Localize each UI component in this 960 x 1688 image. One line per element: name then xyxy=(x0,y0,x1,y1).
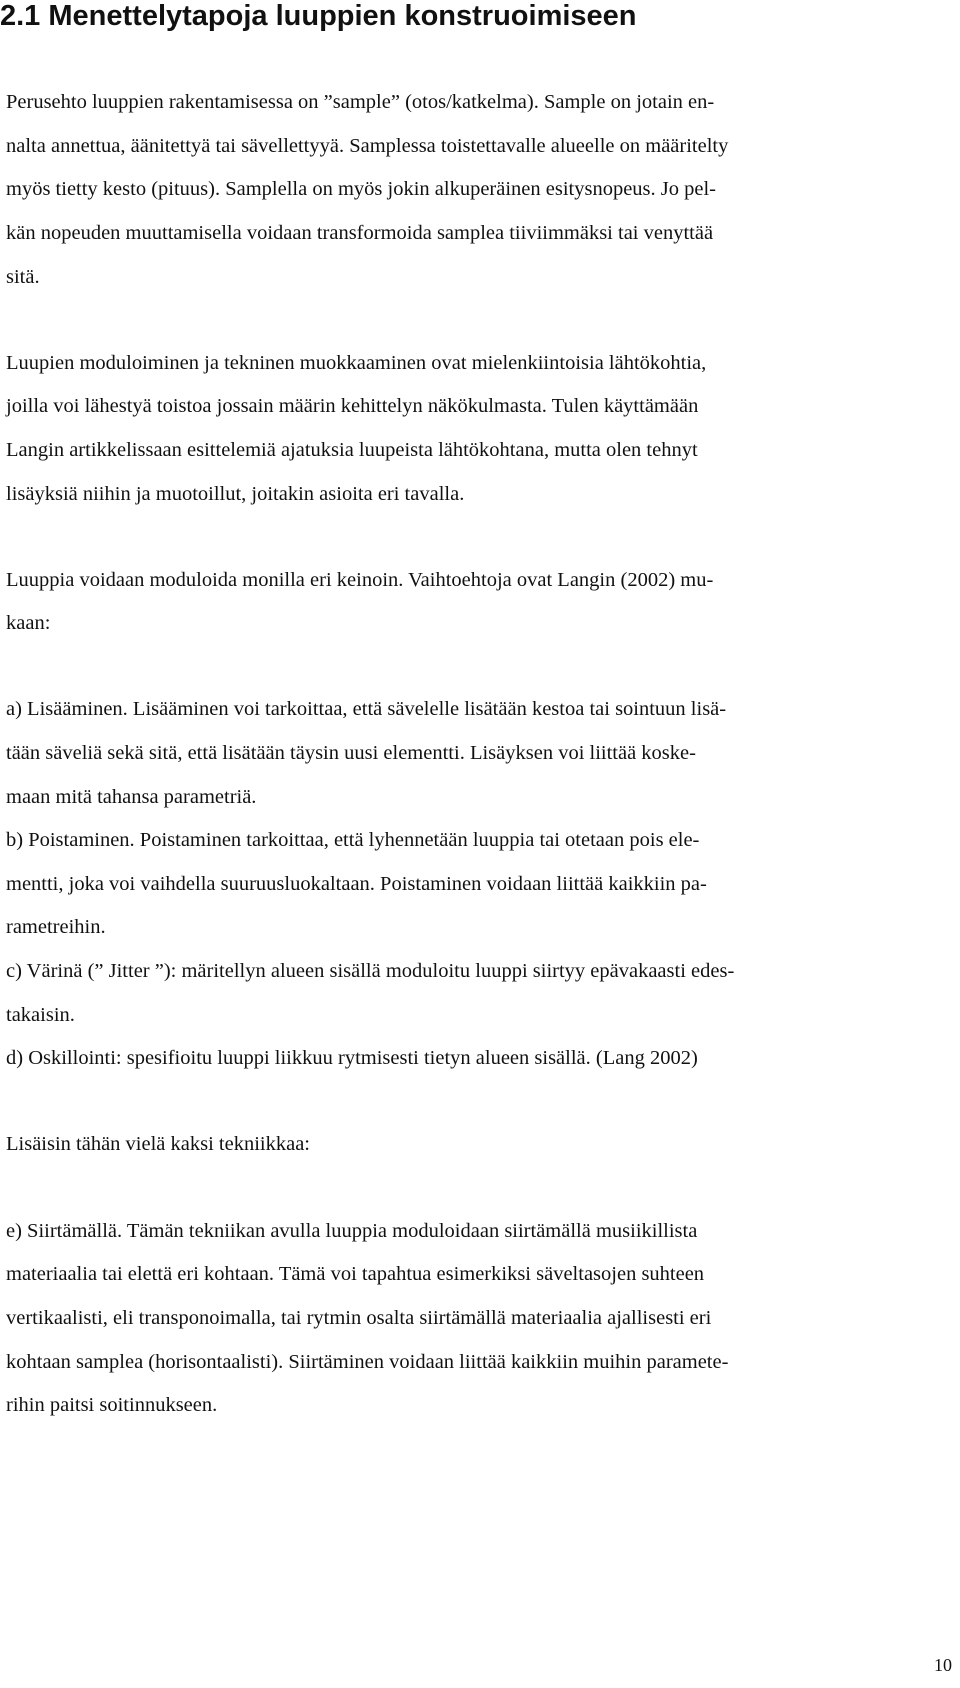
item-e-line: e) Siirtämällä. Tämän tekniikan avulla luuppia moduloidaan siirtämällä musiikillista xyxy=(6,1220,698,1242)
item-a-line: a) Lisääminen. Lisääminen voi tarkoittaa, että sävelelle lisätään kestoa tai sointuun lisä- xyxy=(6,698,727,720)
item-e-line: rihin paitsi soitinnukseen. xyxy=(6,1394,218,1416)
paragraph-modulation-line: Langin artikkelissaan esittelemiä ajatuksia luupeista lähtökohtana, mutta olen tehnyt xyxy=(6,439,698,461)
item-d-line: d) Oskillointi: spesifioitu luuppi liikkuu rytmisesti tietyn alueen sisällä. (Lang 2002) xyxy=(6,1047,698,1069)
item-a-line: tään säveliä sekä sitä, että lisätään täysin uusi elementti. Lisäyksen voi liittää koske- xyxy=(6,742,696,764)
item-c-line: c) Värinä (” Jitter ”): märitellyn alueen sisällä moduloitu luuppi siirtyy epävakaasti edes- xyxy=(6,960,735,982)
item-e-line: vertikaalisti, eli transponoimalla, tai rytmin osalta siirtämällä materiaalia ajallisesti eri xyxy=(6,1307,712,1329)
paragraph-ways-line: Luuppia voidaan moduloida monilla eri keinoin. Vaihtoehtoja ovat Langin (2002) mu- xyxy=(6,569,714,591)
item-b-line: b) Poistaminen. Poistaminen tarkoittaa, että lyhennetään luuppia tai otetaan pois ele- xyxy=(6,829,700,851)
item-e-line: kohtaan samplea (horisontaalisti). Siirtäminen voidaan liittää kaikkiin muihin paramete- xyxy=(6,1351,729,1373)
paragraph-sample-line: myös tietty kesto (pituus). Samplella on myös jokin alkuperäinen esitysnopeus. Jo pel- xyxy=(6,178,717,200)
paragraph-modulation-line: joilla voi lähestyä toistoa jossain määrin kehittelyn näkökulmasta. Tulen käyttämään xyxy=(6,395,699,417)
page-number: 10 xyxy=(934,1655,952,1675)
paragraph-sample-line: kän nopeuden muuttamisella voidaan transformoida samplea tiiviimmäksi tai venyttää xyxy=(6,222,714,244)
item-c-line: takaisin. xyxy=(6,1004,75,1026)
paragraph-sample-line: Perusehto luuppien rakentamisessa on ”sample” (otos/katkelma). Sample on jotain en- xyxy=(6,91,715,113)
paragraph-sample-line: sitä. xyxy=(6,266,40,288)
section-heading: 2.1 Menettelytapoja luuppien konstruoimiseen xyxy=(0,0,637,32)
item-b-line: rametreihin. xyxy=(6,916,106,938)
paragraph-additions-line: Lisäisin tähän vielä kaksi tekniikkaa: xyxy=(6,1133,310,1155)
paragraph-ways-line: kaan: xyxy=(6,612,51,634)
item-b-line: mentti, joka voi vaihdella suuruusluokaltaan. Poistaminen voidaan liittää kaikkiin pa- xyxy=(6,873,707,895)
paragraph-modulation-line: lisäyksiä niihin ja muotoillut, joitakin asioita eri tavalla. xyxy=(6,483,465,505)
paragraph-modulation-line: Luupien moduloiminen ja tekninen muokkaaminen ovat mielenkiintoisia lähtökohtia, xyxy=(6,352,707,374)
paragraph-sample-line: nalta annettua, äänitettyä tai sävellettyyä. Samplessa toistettavalle alueelle on määritelty xyxy=(6,135,729,157)
item-a-line: maan mitä tahansa parametriä. xyxy=(6,786,257,808)
item-e-line: materiaalia tai elettä eri kohtaan. Tämä voi tapahtua esimerkiksi säveltasojen suhteen xyxy=(6,1263,705,1285)
